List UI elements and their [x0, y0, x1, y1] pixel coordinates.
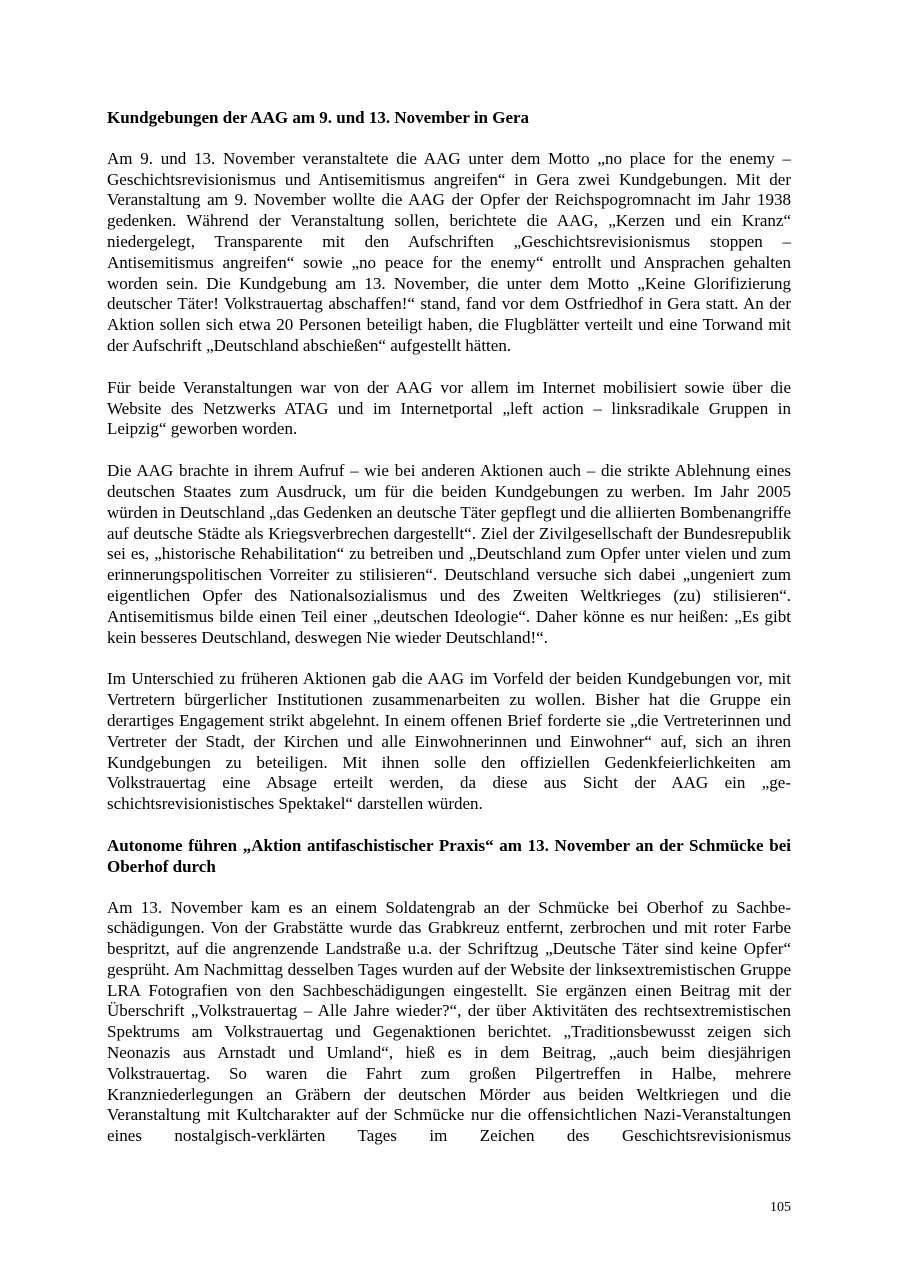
- paragraph: Im Unterschied zu früheren Aktionen gab die AAG im Vorfeld der beiden Kundgebungen vor, mit Vertretern bürgerlicher Institutionen zusammenarbeiten zu wollen. Bisher hat die Gruppe ein derartiges Engagement strikt abgelehnt. In einem offenen Brief forderte sie „die Vertreterinnen und Vertreter der Stadt, der Kirchen und alle Einwohnerinnen und Einwohner“ auf, sich an ihren Kundgebungen zu beteiligen. Mit ihnen solle den offiziellen Gedenkfeierlichkeiten am Volkstrauertag eine Absage erteilt werden, da diese aus Sicht der AAG ein „geschichtsrevisionistisches Spektakel“ darstellen würden.: [107, 669, 791, 814]
- paragraph: Am 13. November kam es an einem Soldatengrab an der Schmücke bei Oberhof zu Sachbeschädigungen. Von der Grabstätte wurde das Grabkreuz entfernt, zerbrochen und mit roter Farbe bespritzt, auf die angrenzende Landstraße u.a. der Schriftzug „Deutsche Täter sind keine Opfer“ gesprüht. Am Nachmittag desselben Tages wurden auf der Website der linksextremistischen Gruppe LRA Fotografien von den Sachbeschädigungen eingestellt. Sie ergänzen einen Beitrag mit der Überschrift „Volkstrauertag – Alle Jahre wieder?“, der über Aktivitäten des rechtsextremistischen Spektrums am Volkstrauertag und Gegenaktionen berichtet. „Traditionsbewusst zeigen sich Neonazis aus Arnstadt und Umland“, hieß es in dem Beitrag, „auch beim diesjährigen Volkstrauertag. So waren die Fahrt zum großen Pilgertreffen in Halbe, mehrere Kranzniederlegungen an Gräbern der deutschen Mörder aus beiden Weltkriegen und die Veranstaltung mit Kultcharakter auf der Schmücke nur die offensichtlichen Nazi-Veranstaltungen eines nostalgisch-verklärten Tages im Zeichen des Geschichtsrevisionismus: [107, 897, 791, 1146]
- section-heading-schmuecke: Autonome führen „Aktion antifaschistischer Praxis“ am 13. November an der Schmücke bei Oberhof durch: [107, 835, 791, 876]
- paragraph: Die AAG brachte in ihrem Aufruf – wie bei anderen Aktionen auch – die strikte Ablehnung eines deutschen Staates zum Ausdruck, um für die beiden Kundgebungen zu werben. Im Jahr 2005 würden in Deutschland „das Gedenken an deutsche Täter gepflegt und die alliierten Bombenangriffe auf deutsche Städte als Kriegsverbrechen dargestellt“. Ziel der Zivilgesellschaft der Bundesrepublik sei es, „historische Rehabilitation“ zu betreiben und „Deutschland zum Opfer unter vielen und zum erinnerungspolitischen Vorreiter zu stilisieren“. Deutschland versuche sich dabei „ungeniert zum eigentlichen Opfer des Nationalsozialismus und des Zweiten Weltkrieges (zu) stilisieren“. Antisemitismus bilde einen Teil einer „deutschen Ideologie“. Daher könne es nur heißen: „Es gibt kein besseres Deutschland, deswegen Nie wieder Deutschland!“.: [107, 461, 791, 647]
- page-body: [107, 108, 791, 1147]
- paragraph: Für beide Veranstaltungen war von der AAG vor allem im Internet mobilisiert sowie über die Website des Netzwerks ATAG und im Internetportal „left action – linksradikale Gruppen in Leipzig“ geworben worden.: [107, 377, 791, 439]
- section-heading-gera: Kundgebungen der AAG am 9. und 13. November in Gera: [107, 108, 530, 127]
- paragraph: Am 9. und 13. November veranstaltete die AAG unter dem Motto „no place for the enemy – Geschichtsrevisionismus und Antisemitismus angreifen“ in Gera zwei Kundgebungen. Mit der Veranstaltung am 9. November wollte die AAG der Opfer der Reichspogromnacht im Jahr 1938 gedenken. Während der Veranstaltung sollen, berichtete die AAG, „Kerzen und ein Kranz“ niedergelegt, Transparente mit den Aufschriften „Geschichtsrevisionismus stoppen – Antisemitismus angreifen“ sowie „no peace for the enemy“ entrollt und Ansprachen gehalten worden sein. Die Kundgebung am 13. November, die unter dem Motto „Keine Glorifizierung deutscher Täter! Volkstrauertag abschaffen!“ stand, fand vor dem Ostfriedhof in Gera statt. An der Aktion sollen sich etwa 20 Personen beteiligt haben, die Flugblätter verteilt und eine Torwand mit der Aufschrift „Deutschland abschießen“ aufgestellt hätten.: [107, 148, 791, 355]
- page-number: 105: [770, 1200, 791, 1215]
